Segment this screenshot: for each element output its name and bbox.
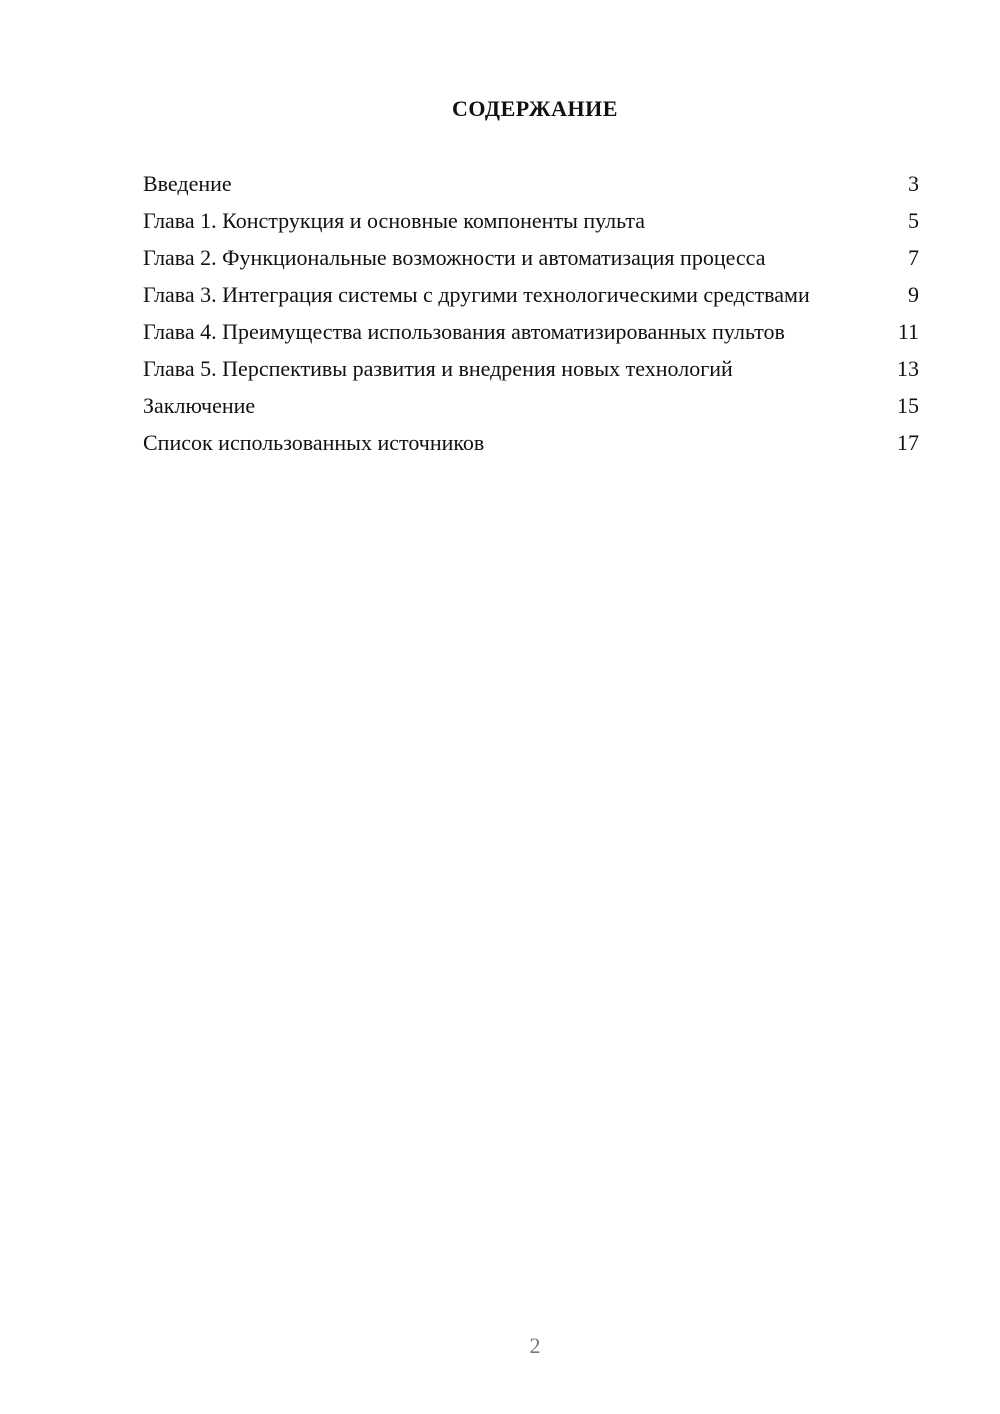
toc-entry-page: 3	[908, 171, 919, 196]
toc-entry-chapter-5	[143, 355, 919, 382]
toc-entry-label: Глава 1. Конструкция и основные компоненты пульта	[143, 208, 645, 233]
table-of-contents	[143, 170, 919, 466]
toc-entry-label: Заключение	[143, 393, 256, 418]
toc-entry-label: Глава 3. Интеграция системы с другими технологическими средствами	[143, 282, 810, 307]
toc-entry-introduction	[143, 170, 919, 197]
toc-entry-chapter-4	[143, 318, 919, 345]
toc-entry-page: 5	[908, 208, 919, 233]
toc-entry-label: Список использованных источников	[143, 430, 485, 455]
toc-entry-page: 17	[897, 430, 919, 455]
toc-entry-page: 7	[908, 245, 919, 270]
toc-entry-conclusion	[143, 392, 919, 419]
toc-entry-chapter-1	[143, 207, 919, 234]
toc-entry-page: 15	[897, 393, 919, 418]
toc-entry-page: 13	[897, 356, 919, 381]
toc-entry-references	[143, 429, 919, 456]
toc-entry-page: 9	[908, 282, 919, 307]
toc-entry-chapter-3	[143, 281, 919, 308]
toc-entry-label: Введение	[143, 171, 232, 196]
toc-entry-label: Глава 5. Перспективы развития и внедрения новых технологий	[143, 356, 733, 381]
toc-entry-label: Глава 2. Функциональные возможности и автоматизация процесса	[143, 245, 766, 270]
toc-entry-label: Глава 4. Преимущества использования автоматизированных пультов	[143, 319, 785, 344]
page-title: СОДЕРЖАНИЕ	[452, 96, 618, 121]
page-number: 2	[529, 1333, 541, 1358]
toc-entry-page: 11	[897, 319, 919, 344]
toc-entry-chapter-2	[143, 244, 919, 271]
